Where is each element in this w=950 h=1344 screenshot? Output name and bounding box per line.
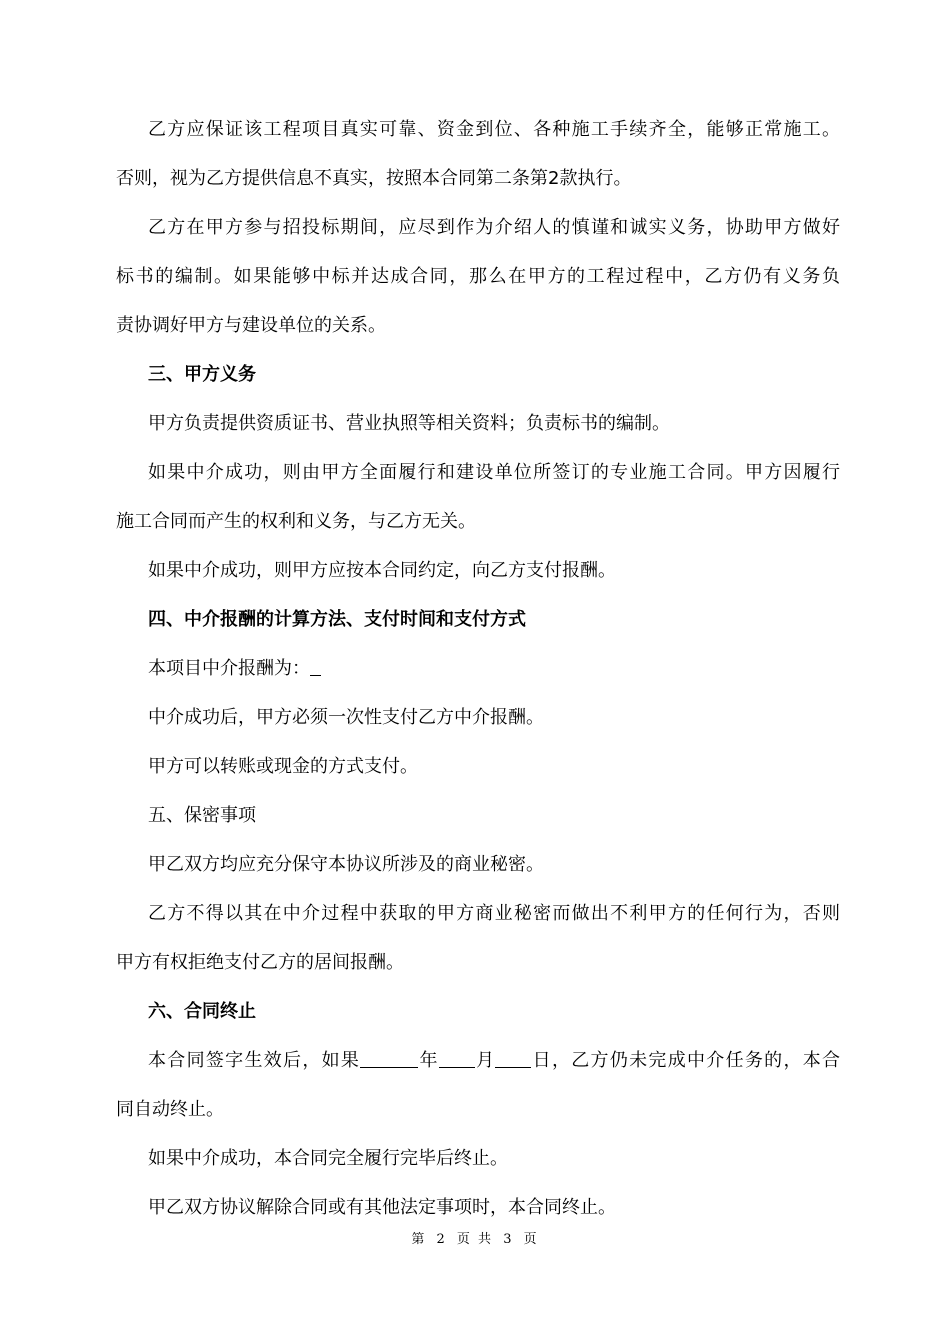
line-text: 乙方不得以其在中介过程中获取的甲方商业秘密而做出不利甲方的任何行为，否则 bbox=[148, 903, 840, 924]
termination-month-label: 月 bbox=[474, 1050, 496, 1071]
text-line bbox=[116, 552, 840, 601]
line-text: 中介成功后，甲方必须一次性支付乙方中介报酬。 bbox=[148, 707, 544, 728]
text-line bbox=[116, 1091, 840, 1140]
line-text: 本项目中介报酬为： bbox=[148, 658, 310, 679]
month-blank bbox=[439, 1045, 475, 1068]
line-text: 甲方可以转账或现金的方式支付。 bbox=[148, 756, 418, 777]
text-line bbox=[116, 405, 840, 454]
text-line bbox=[116, 503, 840, 552]
line-text: 三、甲方义务 bbox=[148, 364, 256, 385]
line-text: 甲方有权拒绝支付乙方的居间报酬。 bbox=[116, 952, 404, 973]
paragraph-block-after bbox=[116, 1091, 840, 1238]
section-heading bbox=[116, 356, 840, 405]
section-heading bbox=[116, 993, 840, 1042]
line-text: 如果中介成功，则甲方应按本合同约定，向乙方支付报酬。 bbox=[148, 560, 616, 581]
text-line bbox=[116, 307, 840, 356]
paragraph-block bbox=[116, 111, 840, 1042]
line-text: 甲方负责提供资质证书、营业执照等相关资料；负责标书的编制。 bbox=[148, 413, 670, 434]
text-line bbox=[116, 160, 840, 209]
text-line bbox=[116, 258, 840, 307]
fill-in-blank bbox=[310, 653, 321, 676]
text-line bbox=[116, 1140, 840, 1189]
footer-middle: 页 共 bbox=[456, 1232, 494, 1247]
line-text: 施工合同而产生的权利和义务，与乙方无关。 bbox=[116, 511, 476, 532]
termination-year-label: 年 bbox=[418, 1050, 439, 1071]
text-line bbox=[116, 650, 840, 699]
footer-total-pages: 3 bbox=[503, 1232, 514, 1247]
line-text: 如果中介成功，则由甲方全面履行和建设单位所签订的专业施工合同。甲方因履行 bbox=[148, 462, 840, 483]
termination-text-1: 本合同签字生效后，如果 bbox=[148, 1050, 361, 1071]
text-line bbox=[116, 846, 840, 895]
line-text: 标书的编制。如果能够中标并达成合同，那么在甲方的工程过程中，乙方仍有义务负 bbox=[116, 266, 840, 287]
line-text: 五、保密事项 bbox=[148, 805, 256, 826]
year-blank bbox=[360, 1045, 418, 1068]
document-body bbox=[116, 111, 840, 1238]
line-text: 乙方应保证该工程项目真实可靠、资金到位、各种施工手续齐全，能够正常施工。 bbox=[148, 119, 840, 140]
text-line bbox=[116, 209, 840, 258]
line-text: 乙方在甲方参与招投标期间，应尽到作为介绍人的慎谨和诚实义务，协助甲方做好 bbox=[148, 217, 840, 238]
line-text: 六、合同终止 bbox=[148, 1001, 256, 1022]
line-text: 责协调好甲方与建设单位的关系。 bbox=[116, 315, 386, 336]
text-line bbox=[116, 748, 840, 797]
text-line bbox=[116, 111, 840, 160]
footer-prefix: 第 bbox=[411, 1232, 427, 1247]
day-blank bbox=[495, 1045, 531, 1068]
page-footer bbox=[0, 1228, 950, 1247]
termination-clause-line bbox=[116, 1042, 840, 1091]
termination-text-2: 日，乙方仍未完成中介任务的，本合 bbox=[531, 1050, 840, 1071]
text-line bbox=[116, 895, 840, 944]
text-line bbox=[116, 454, 840, 503]
line-text: 如果中介成功，本合同完全履行完毕后终止。 bbox=[148, 1148, 508, 1169]
line-text: 四、中介报酬的计算方法、支付时间和支付方式 bbox=[148, 609, 526, 630]
text-line bbox=[116, 797, 840, 846]
text-line bbox=[116, 944, 840, 993]
line-text: 甲乙双方协议解除合同或有其他法定事项时，本合同终止。 bbox=[148, 1197, 616, 1218]
line-text: 甲乙双方均应充分保守本协议所涉及的商业秘密。 bbox=[148, 854, 544, 875]
line-text: 否则，视为乙方提供信息不真实，按照本合同第二条第2款执行。 bbox=[116, 168, 632, 189]
footer-current-page: 2 bbox=[436, 1232, 447, 1247]
footer-suffix: 页 bbox=[523, 1232, 539, 1247]
text-line bbox=[116, 699, 840, 748]
line-text: 同自动终止。 bbox=[116, 1099, 224, 1120]
section-heading bbox=[116, 601, 840, 650]
